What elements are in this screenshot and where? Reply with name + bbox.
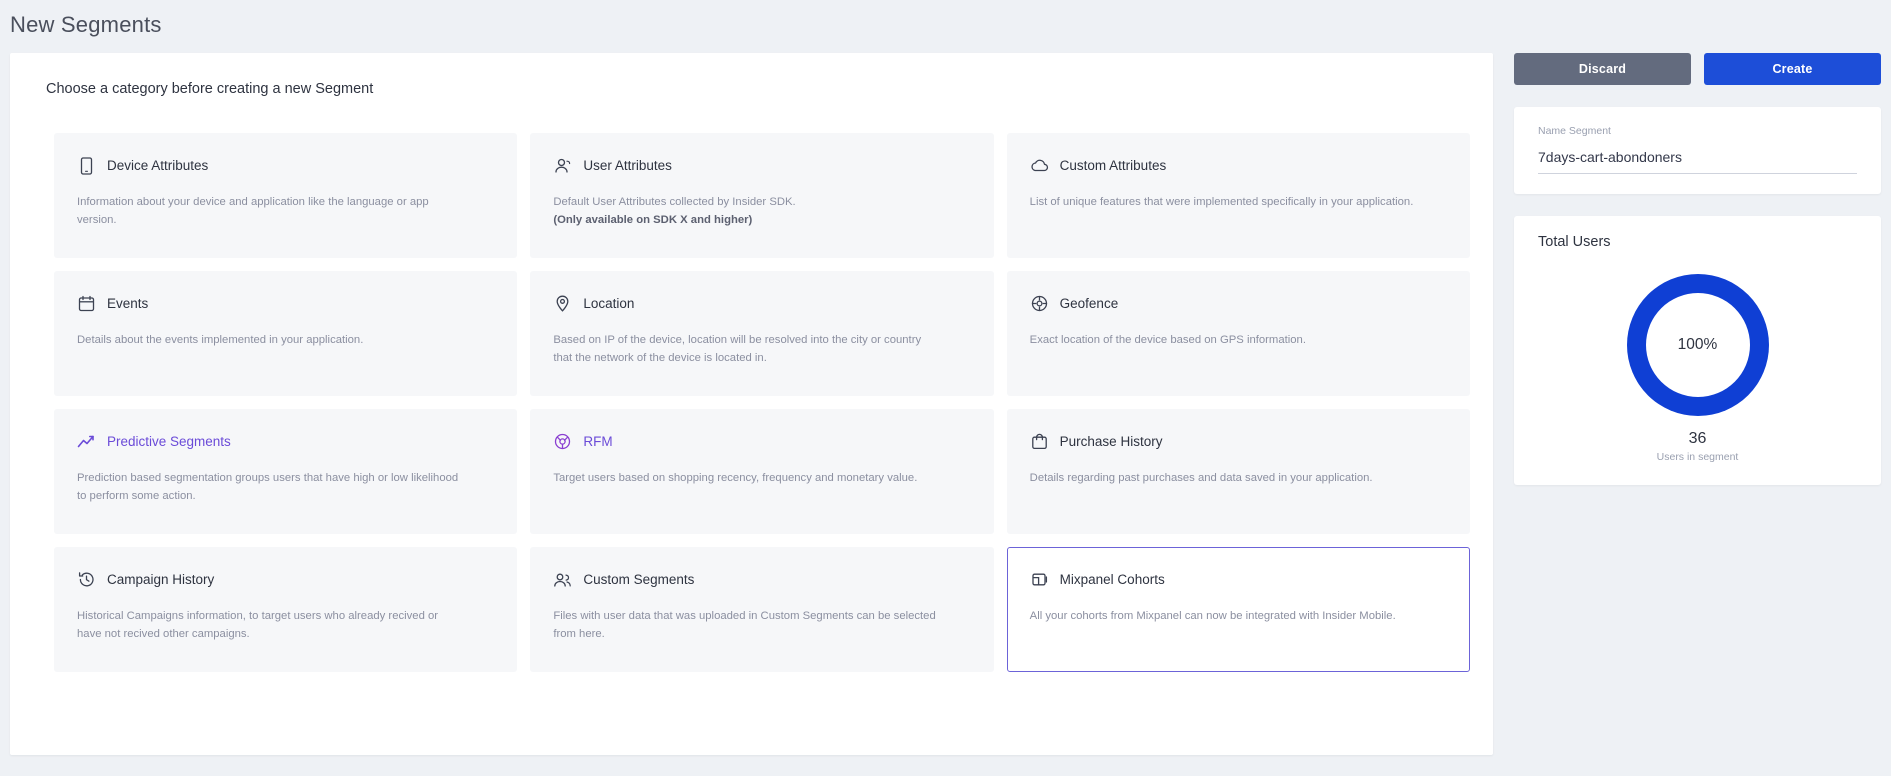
geofence-icon	[1030, 294, 1049, 313]
user-icon	[553, 156, 572, 175]
category-header	[77, 294, 494, 313]
category-header	[1030, 570, 1447, 589]
mixpanel-cohorts-icon	[1030, 570, 1049, 589]
category-card-rfm[interactable]	[530, 409, 993, 534]
action-button-row	[1514, 53, 1881, 85]
donut-chart	[1627, 274, 1769, 416]
category-title: Purchase History	[1059, 434, 1163, 449]
category-description-text: Default User Attributes collected by Insider SDK.	[553, 196, 796, 208]
category-description: Exact location of the device based on GPS information.	[1029, 334, 1306, 346]
category-card-purchase-history[interactable]	[1007, 409, 1470, 534]
shopping-bag-icon	[1030, 432, 1049, 451]
category-header	[553, 294, 970, 313]
category-header	[77, 570, 494, 589]
category-description: Historical Campaigns information, to target users who already recived or have not recived other campaigns.	[77, 610, 439, 640]
total-users-panel	[1514, 216, 1881, 485]
page-title: New Segments	[10, 12, 162, 37]
category-description: All your cohorts from Mixpanel can now be integrated with Insider Mobile.	[1029, 610, 1396, 622]
category-title: Device Attributes	[107, 158, 209, 173]
category-title: Mixpanel Cohorts	[1059, 572, 1165, 587]
category-title: User Attributes	[583, 158, 672, 173]
total-users-title: Total Users	[1538, 234, 1611, 250]
category-header	[553, 156, 970, 175]
category-title: Predictive Segments	[107, 434, 231, 449]
category-header	[553, 432, 970, 451]
category-header	[77, 432, 494, 451]
name-segment-input[interactable]	[1538, 146, 1857, 174]
total-users-chart	[1538, 260, 1857, 465]
category-title: Custom Attributes	[1059, 158, 1167, 173]
category-card-user-attributes[interactable]	[530, 133, 993, 258]
category-title: Campaign History	[107, 572, 215, 587]
category-card-mixpanel-cohorts[interactable]	[1007, 547, 1470, 672]
category-card-custom-segments[interactable]	[530, 547, 993, 672]
category-description: Files with user data that was uploaded in Custom Segments can be selected from here.	[553, 610, 936, 640]
create-button[interactable]: Create	[1704, 53, 1881, 85]
main-heading: Choose a category before creating a new Segment	[46, 81, 374, 97]
map-pin-icon	[553, 294, 572, 313]
category-card-predictive-segments[interactable]	[54, 409, 517, 534]
name-segment-panel	[1514, 107, 1881, 194]
category-card-location[interactable]	[530, 271, 993, 396]
name-segment-label: Name Segment	[1538, 125, 1611, 137]
trend-up-icon	[77, 432, 96, 451]
cloud-icon	[1030, 156, 1049, 175]
category-card-geofence[interactable]	[1007, 271, 1470, 396]
category-description: List of unique features that were implemented specifically in your application.	[1029, 196, 1414, 208]
category-title: Location	[583, 296, 635, 311]
category-description: Prediction based segmentation groups users that have high or low likelihood to perform some action.	[77, 472, 459, 502]
category-title: Events	[107, 296, 149, 311]
category-description: Based on IP of the device, location will be resolved into the city or country that the network of the device is located in.	[553, 334, 922, 364]
category-picker-card	[10, 53, 1493, 755]
category-card-events[interactable]	[54, 271, 517, 396]
category-title: Geofence	[1059, 296, 1119, 311]
category-grid	[54, 133, 1470, 672]
category-header	[1030, 156, 1447, 175]
category-description: Information about your device and application like the language or app version.	[77, 196, 429, 226]
category-title: RFM	[583, 434, 613, 449]
category-description: Details regarding past purchases and data saved in your application.	[1029, 472, 1373, 484]
donut-percent-label: 100%	[1677, 336, 1718, 353]
category-card-campaign-history[interactable]	[54, 547, 517, 672]
device-phone-icon	[77, 156, 96, 175]
sidebar	[1514, 53, 1881, 485]
discard-button[interactable]: Discard	[1514, 53, 1691, 85]
category-description: Target users based on shopping recency, frequency and monetary value.	[553, 472, 918, 484]
rfm-target-icon	[553, 432, 572, 451]
category-header	[1030, 432, 1447, 451]
category-card-device-attributes[interactable]	[54, 133, 517, 258]
users-group-icon	[553, 570, 572, 589]
users-count-caption: Users in segment	[1656, 451, 1739, 463]
category-header	[1030, 294, 1447, 313]
category-description	[553, 194, 937, 229]
category-description: Details about the events implemented in your application.	[77, 334, 364, 346]
calendar-icon	[77, 294, 96, 313]
category-card-custom-attributes[interactable]	[1007, 133, 1470, 258]
category-header	[77, 156, 494, 175]
category-header	[553, 570, 970, 589]
category-description-note: (Only available on SDK X and higher)	[553, 213, 753, 226]
history-clock-icon	[77, 570, 96, 589]
category-title: Custom Segments	[583, 572, 695, 587]
users-count: 36	[1688, 430, 1707, 447]
